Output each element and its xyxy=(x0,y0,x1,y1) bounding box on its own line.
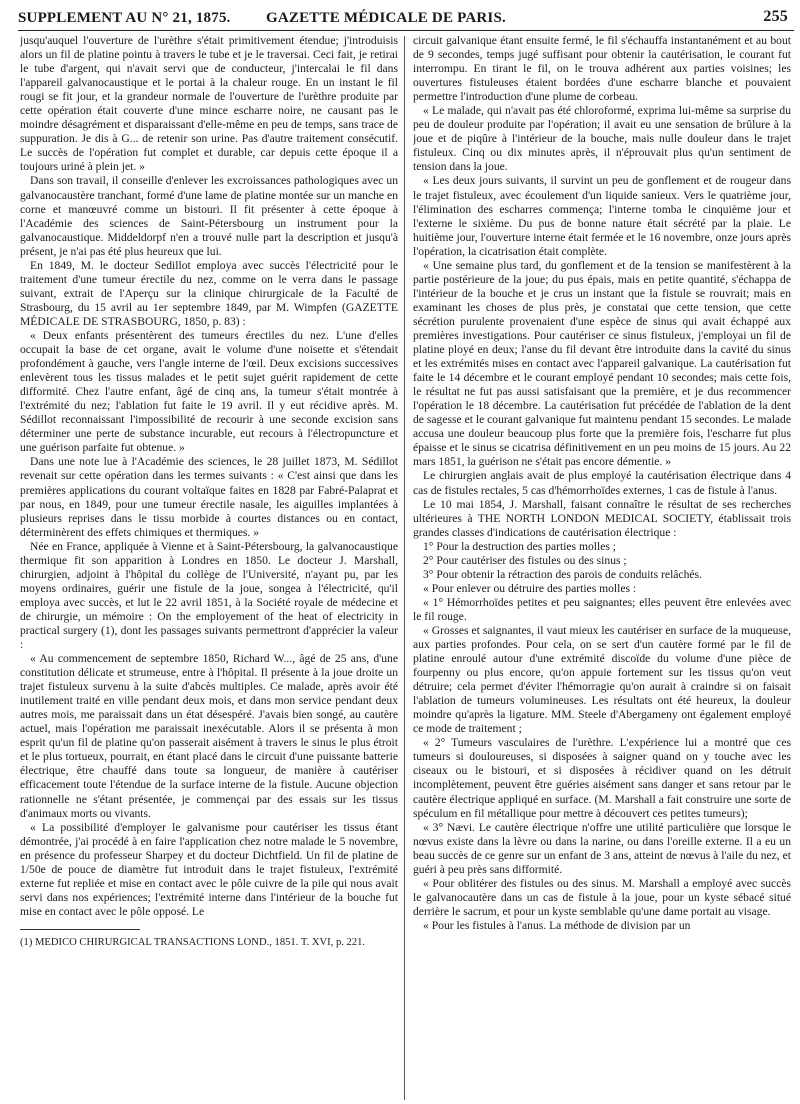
paragraph: 3° Pour obtenir la rétraction des parois de conduits relâchés. xyxy=(423,567,702,581)
page-number: 255 xyxy=(763,8,788,25)
paragraph: Dans une note lue à l'Académie des sciences, le 28 juillet 1873, M. Sédillot revenait sur cette opération dans les termes suivants : « C'est ainsi que dans les premières applications du courant voltaïque faites en 1828 par Fabré-Palaprat et par nous, en 1849, pour une tumeur érectile nasale, les aiguilles implantées à plusieurs reprises dans le tissu morbide à courtes distances ou en contact, déterminèrent des effets chimiques et thermiques. » xyxy=(20,455,398,539)
paragraph: « Une semaine plus tard, du gonflement et de la tension se manifestèrent à la partie postérieure de la joue; du pus épais, mais en petite quantité, s'échappa de l'intérieur de la bouche et je crus un instant que la fistule se rouvrait; mais en examinant les choses de plus près, je constatai que cette tension, que cette sécrétion purulente provenaient d'une espèce de sinus qui avait échappé aux premières investigations. Pour cautériser ce sinus fistuleux, j'employai un fil de platine ployé en deux; l'anse du fil devant être introduite dans la cavité du sinus et les extrémités mises en contact avec l'appareil galvanique. La cautérisation fut faite le 14 décembre et le courant employé pendant 10 secondes; mais cette fois, le résultat ne fut pas aussi satisfaisant que la première, et je dus recommencer l'opération le 18 décembre. La cautérisation fut précédée de l'ablation de la dent de sagesse et le courant galvanique fut maintenu pendant 15 secondes. Le malade accusa une douleur beaucoup plus forte que la première fois, l'escharre fut plus épaisse et le sinus se cicatrisa définitivement en un peu moins de 15 jours. Au 22 mars 1851, la guérison ne s'était pas encore démentie. » xyxy=(413,258,791,469)
paragraph: « Deux enfants présentèrent des tumeurs érectiles du nez. L'une d'elles occupait la base de cet organe, avait le volume d'une noisette et s'étendait profondément à gauche, vers l'angle interne de l'œil. Deux excisions successives enlevèrent tous les tissus malades et le petit sujet guérit rapidement de cette difformité. Chez l'autre enfant, âgé de cinq ans, la tumeur s'était montrée à l'extrémité du nez; l'ablation fut faite le 19 avril. Il y eut récidive après. M. Sédillot reconnaissant l'impossibilité de recourir à une seconde excision sans déterminer une perte de substance incurable, eut recours à l'électropuncture et une guérison parfaite fut obtenue. » xyxy=(20,328,398,455)
footnote: (1) MEDICO CHIRURGICAL TRANSACTIONS LOND., 1851. T. XVI, p. 221. xyxy=(20,936,366,948)
paragraph: 1° Pour la destruction des parties molles ; xyxy=(423,539,617,553)
right-column xyxy=(413,34,791,1100)
paragraph: En 1849, M. le docteur Sedillot employa avec succès l'électricité pour le traitement d'une tumeur érectile du nez, comme on le verra dans le passage suivant, extrait de l'Aperçu sur la clinique chirurgicale de la Faculté de Strasbourg, du 15 avril au 1er septembre 1849, par M. Wimpfen (GAZETTE MÉDICALE DE STRASBOURG, 1850, p. 83) : xyxy=(20,258,398,328)
left-column xyxy=(20,34,398,1100)
paragraph: « Au commencement de septembre 1850, Richard W..., âgé de 25 ans, d'une constitution délicate et strumeuse, entre à l'hôpital. Il présente à la joue droite un trajet fistuleux survenu à la suite d'abcès multiples. Ce malade, après avoir été inutilement traité en ville pendant deux mois, et dans mon service pendant deux autres mois, me paraissait dans un état désespéré. J'avais bien songé, au cautère actuel, mais l'opération me paraissait inexécutable. Alors il se présenta à mon esprit qu'un fil de platine qu'on passerait aisément à travers le sinus le plus étroit et le plus tortueux, pourrait, en étant placé dans le circuit d'une puissante batterie électrique, être chauffé dans toute sa longueur, de manière à cautériser efficacement toute l'étendue de la surface interne de la fistule. Aucune objection rationnelle ne s'étant présentée, je commençai par des essais sur les tissus d'animaux morts ou vivants. xyxy=(20,652,398,820)
paragraph: Le 10 mai 1854, J. Marshall, faisant connaître le résultat de ses recherches ultérieures à THE NORTH LONDON MEDICAL SOCIETY, établissait trois grandes classes d'indications de cautérisation électrique : xyxy=(413,497,791,539)
paragraph: « Pour oblitérer des fistules ou des sinus. M. Marshall a employé avec succès le galvanocautère dans un cas de fistule à la joue, pour un kyste sébacé situé derrière le sacrum, et pour un kyste semblable qu'une dame portait au visage. xyxy=(413,876,791,918)
header-supplement: SUPPLEMENT AU N° 21, 1875. xyxy=(18,10,231,26)
paragraph: « Grosses et saignantes, il vaut mieux les cautériser en surface de la muqueuse, aux parties profondes. Pour cela, on se sert d'un cautère formé par le fil de platine enroulé autour d'une extrémité discoïde du volume d'une pièce de fourpenny ou plus encore, qu'on appuie fortement sur les tissus qu'on veut détruire; cela permet d'éviter l'hémorragie qu'on aurait à craindre si on faisait l'ablation de tumeurs volumineuses. Les résultats ont été heureux, la douleur moindre qu'après la ligature. MM. Steele d'Abergameny ont également employé ce mode de traitement ; xyxy=(413,623,791,736)
paragraph: « Pour les fistules à l'anus. La méthode de division par un xyxy=(423,918,691,932)
column-divider xyxy=(404,36,405,1100)
paragraph: « La possibilité d'employer le galvanisme pour cautériser les tissus étant démontrée, j'ai procédé à en faire l'application chez notre malade le 5 novembre, en présence du professeur Sharpey et du docteur Dichtfield. Un fil de platine de 1/50e de pouce de diamètre fut introduit dans le trajet fistuleux, l'extrémité externe fut repliée et mise en contact avec le pôle cuivre de la pile qui nous avait servi dans nos expériences; l'extrémité interne dans l'intérieur de la bouche fut mise en contact avec le pôle opposé. Le xyxy=(20,820,398,918)
header-journal-title: GAZETTE MÉDICALE DE PARIS. xyxy=(266,10,506,26)
paragraph: Le chirurgien anglais avait de plus employé la cautérisation électrique dans 4 cas de fistules rectales, 5 cas d'hémorrhoïdes externes, 1 cas de fistule à l'anus. xyxy=(413,469,791,497)
paragraph: « 2° Tumeurs vasculaires de l'urèthre. L'expérience lui a montré que ces tumeurs si douloureuses, si disposées à saigner quand on y touche avec les ciseaux ou le bistouri, et si disposées à récidiver quand on les détruit incomplètement, peuvent être guéries aisément sans danger et sans retour par le cautère électrique appliqué en surface. (M. Marshall a fait construire une sorte de spéculum en fil métallique pour mettre à découvert ces petites tumeurs); xyxy=(413,736,791,820)
paragraph: Née en France, appliquée à Vienne et à Saint-Pétersbourg, la galvanocaustique thermique fit son apparition à Londres en 1850. Le docteur J. Marshall, chirurgien, adjoint à l'hôpital du collège de l'Université, n'ayant pu, par les moyens ordinaires, guérir une fistule de la joue, songea à l'électricité, qu'il employa avec succès, et lut le 22 avril 1851, à la Société royale de médecine et de chirurgie, un mémoire : On the employement of the heat of electricity in practical surgery (1), dont les passages suivants permettront d'apprécier la valeur : xyxy=(20,539,398,652)
paragraph: « Les deux jours suivants, il survint un peu de gonflement et de rougeur dans le trajet fistuleux, avec écoulement d'un liquide sanieux. Vers le quatrième jour, l'élimination des escharres commença; l'interne tomba le cinquième jour et l'externe le sixième. Du pus de bonne nature était sécrété par la plaie. Le huitième jour, l'ouverture interne était fermée et le 16 novembre, onze jours après l'opération, la cicatrisation était complète. xyxy=(413,174,791,258)
paragraph: « Le malade, qui n'avait pas été chloroformé, exprima lui-même sa surprise du peu de douleur produite par l'opération; il avait eu une sensation de brûlure à la joue et de piqûre à l'intérieur de la bouche, mais nulle douleur dans le trajet fistuleux. Cinq ou dix minutes après, il n'éprouvait plus qu'un sentiment de tension dans la joue. xyxy=(413,104,791,174)
paragraph: circuit galvanique étant ensuite fermé, le fil s'échauffa instantanément et au bout de 9 secondes, temps jugé suffisant pour obtenir la cautérisation, le courant fut interrompu. En tirant le fil, on le trouva adhérent aux parties voisines; les ouvertures fistuleuses étaient bordées d'une escharre blanche et pouvaient permettre l'introduction d'une plume de corbeau. xyxy=(413,34,791,104)
paragraph: jusqu'auquel l'ouverture de l'urèthre s'était primitivement étendue; j'introduisis alors un fil de platine pointu à travers le tube et je le traversai. Ceci fait, je retirai le tube d'argent, qui n'avait servi que de conducteur, j'intercalai le fil dans l'appareil galvanocaustique et le portai à la chaleur rouge. En un instant le fil rougi se fit jour, et la grandeur normale de l'ouverture de l'urèthre produite par cette opération était couverte d'une mince escharre noire, ne causant pas le moindre désagrément et disparaissant d'elle-même en peu de temps, sans trace de suppuration. Je dis à G... de retenir son urine. Pas d'autre traitement consécutif. Le succès de l'opération fut complet et durable, car depuis cette époque il a toujours uriné à plein jet. » xyxy=(20,34,398,174)
paragraph: « Pour enlever ou détruire des parties molles : xyxy=(423,581,637,595)
paragraph: Dans son travail, il conseille d'enlever les excroissances pathologiques avec un galvanocaustère tranchant, formé d'une lame de platine montée sur un manche en corne et manœuvré comme un bistouri. Il fit présenter à cette époque à l'Académie des sciences de Saint-Pétersbourg un instrument pour la galvanocaustique. Middeldorpf n'en a trouvé nulle part la description et jusqu'à présent, je n'ai pas été plus heureux que lui. xyxy=(20,174,398,258)
running-header xyxy=(18,8,794,31)
paragraph: « 3° Nævi. Le cautère électrique n'offre une utilité particulière que lorsque le nœvus existe dans la lèvre ou dans la narine, ou dans l'oreille externe. Il a eu un beau succès de ce genre sur un enfant de 3 ans, atteint de nœvus à l'aile du nez, et guéri à peu près sans difformité. xyxy=(413,820,791,876)
paragraph: 2° Pour cautériser des fistules ou des sinus ; xyxy=(423,553,627,567)
paragraph: « 1° Hémorrhoïdes petites et peu saignantes; elles peuvent être enlevées avec le fil rouge. xyxy=(413,595,791,623)
gazette-page xyxy=(8,0,794,1104)
footnote-rule xyxy=(20,929,140,930)
